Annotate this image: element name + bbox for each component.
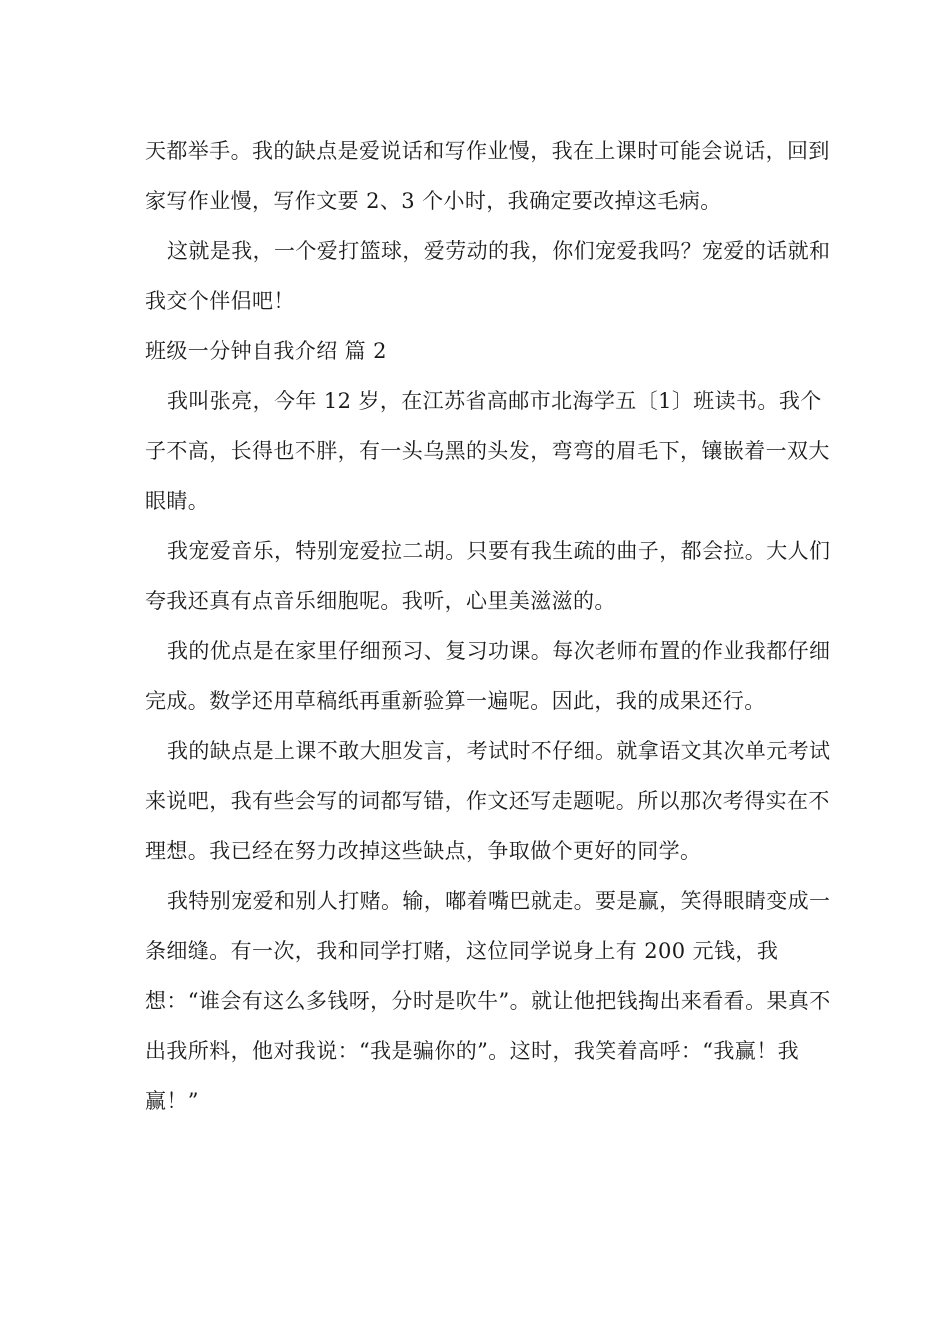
paragraph: 我的缺点是上课不敢大胆发言，考试时不仔细。就拿语文其次单元考试来说吧，我有些会写的词都写错，作文还写走题呢。所以那次考得实在不理想。我已经在努力改掉这些缺点，争取做个更好的同学。 bbox=[145, 739, 831, 863]
section-heading: 班级一分钟自我介绍 篇 2 bbox=[145, 339, 387, 363]
paragraph: 我的优点是在家里仔细预习、复习功课。每次老师布置的作业我都仔细完成。数学还用草稿纸再重新验算一遍呢。因此，我的成果还行。 bbox=[145, 639, 831, 713]
document-body bbox=[145, 126, 835, 1126]
paragraph: 我特别宠爱和别人打赌。输，嘟着嘴巴就走。要是赢，笑得眼睛变成一条细缝。有一次，我和同学打赌，这位同学说身上有 200 元钱，我想：“谁会有这么多钱呀，分时是吹牛”。就让他把钱掏出来看看。果真不出我所料，他对我说：“我是骗你的”。这时，我笑着高呼：“我赢！我赢！” bbox=[145, 889, 831, 1113]
paragraph: 我宠爱音乐，特别宠爱拉二胡。只要有我生疏的曲子，都会拉。大人们夸我还真有点音乐细胞呢。我听，心里美滋滋的。 bbox=[145, 539, 831, 613]
paragraph: 天都举手。我的缺点是爱说话和写作业慢，我在上课时可能会说话，回到家写作业慢，写作文要 2、3 个小时，我确定要改掉这毛病。 bbox=[145, 139, 830, 213]
paragraph: 这就是我，一个爱打篮球，爱劳动的我，你们宠爱我吗？宠爱的话就和我交个伴侣吧！ bbox=[145, 239, 831, 313]
paragraph: 我叫张亮，今年 12 岁，在江苏省高邮市北海学五〔1〕班读书。我个子不高，长得也不胖，有一头乌黑的头发，弯弯的眉毛下，镶嵌着一双大眼睛。 bbox=[145, 389, 830, 513]
